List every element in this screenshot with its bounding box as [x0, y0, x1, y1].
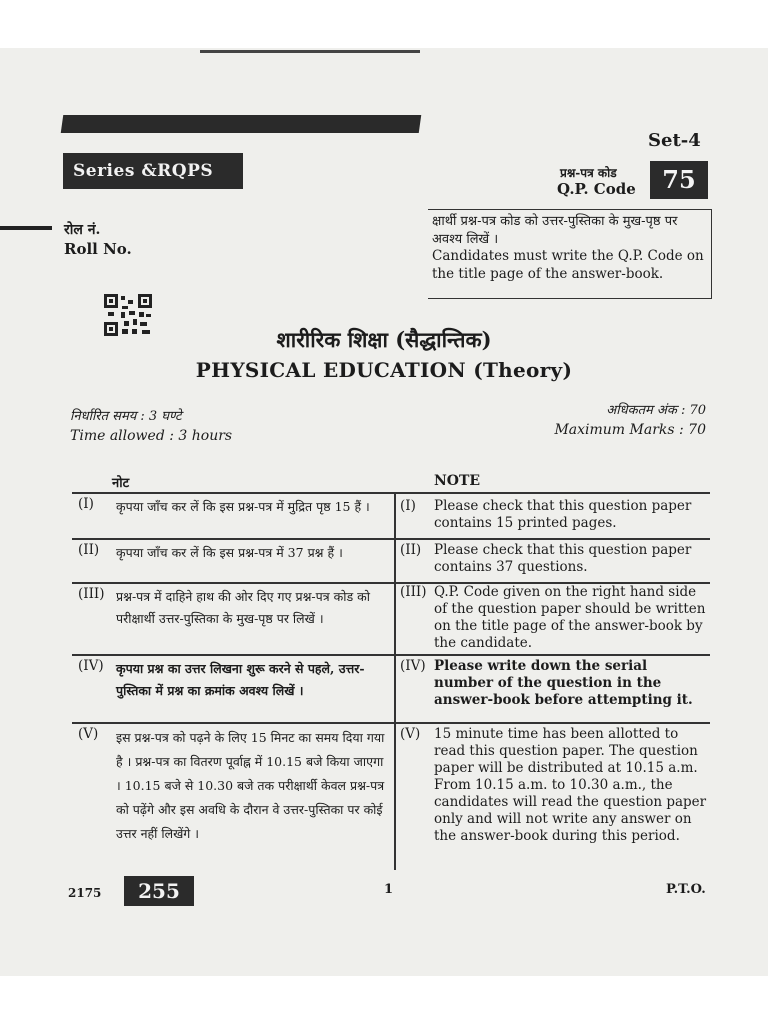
- top-rule: [200, 50, 420, 53]
- note-heading: NOTE: [434, 473, 481, 489]
- table-rule: [72, 492, 710, 494]
- roll-number-label: Roll No.: [64, 240, 132, 258]
- instructions-table: [72, 492, 710, 870]
- row-number: (IV): [78, 658, 104, 674]
- row-text-hindi: प्रश्न-पत्र में दाहिने हाथ की ओर दिए गए प्रश्न-पत्र कोड को परीक्षार्थी उत्तर-पुस्तिका के मुख-पृष्ठ पर लिखें ।: [116, 589, 370, 626]
- footer-code-box: 255: [124, 876, 194, 906]
- table-row: [78, 496, 388, 532]
- row-number: (IV): [400, 658, 426, 674]
- pto-label: P.T.O.: [666, 882, 706, 897]
- qp-code-value: 75: [650, 161, 708, 199]
- time-allowed: Time allowed : 3 hours: [70, 428, 233, 444]
- row-number: (III): [78, 586, 105, 602]
- notice-hindi: क्षार्थी प्रश्न-पत्र कोड को उत्तर-पुस्तिका के मुख-पृष्ठ पर अवश्य लिखें ।: [432, 214, 678, 247]
- exam-paper-page: [0, 48, 768, 976]
- row-text-hindi: इस प्रश्न-पत्र को पढ़ने के लिए 15 मिनट का समय दिया गया है । प्रश्न-पत्र का वितरण पूर्वाह्न में 10.15 बजे किया जाएगा । 10.15 बजे से 10.30 बजे तक परीक्षार्थी केवल प्रश्न-पत्र को पढ़ेंगे और इस अवधि के दौरान वे उत्तर-पुस्तिका पर कोई उत्तर नहीं लिखेंगे ।: [116, 730, 385, 841]
- table-column-divider: [394, 492, 396, 870]
- subject-title-hindi: शारीरिक शिक्षा (सैद्धान्तिक): [276, 327, 492, 352]
- series-label: Series &RQPS: [63, 153, 243, 189]
- page-number: 1: [384, 882, 394, 897]
- row-number: (III): [400, 584, 427, 600]
- row-number: (I): [78, 496, 94, 512]
- row-text-hindi: कृपया प्रश्न का उत्तर लिखना शुरू करने से पहले, उत्तर-पुस्तिका में प्रश्न का क्रमांक अवश्य लिखें ।: [116, 661, 365, 698]
- left-margin-mark: [0, 226, 52, 230]
- time-allowed-hindi: निर्धारित समय : 3 घण्टे: [70, 409, 182, 424]
- table-row: [400, 498, 710, 534]
- row-text-english: Please check that this question paper contains 37 questions.: [434, 542, 692, 575]
- row-number: (II): [78, 542, 100, 558]
- maximum-marks-hindi: अधिकतम अंक : 70: [606, 403, 706, 418]
- row-number: (V): [78, 726, 99, 742]
- table-rule: [72, 538, 710, 540]
- footer-code: 2175: [68, 886, 102, 900]
- row-text-english: Please write down the serial number of the question in the answer-book before attempting it.: [434, 658, 693, 708]
- qp-code-label: Q.P. Code: [557, 180, 636, 198]
- table-rule: [72, 654, 710, 656]
- row-text-english: 15 minute time has been allotted to read this question paper. The question paper will be distributed at 10.15 a.m. From 10.15 a.m. to 10.30 a.m., the candidates will read the question paper only and will not write any answer on the answer-book during this period.: [434, 726, 707, 844]
- row-text-hindi: कृपया जाँच कर लें कि इस प्रश्न-पत्र में मुद्रित पृष्ठ 15 हैं ।: [116, 499, 370, 514]
- row-number: (V): [400, 726, 421, 742]
- row-number: (II): [400, 542, 422, 558]
- roll-number-hindi-label: रोल नं.: [64, 222, 101, 238]
- maximum-marks: Maximum Marks : 70: [554, 422, 706, 438]
- row-text-english: Q.P. Code given on the right hand side of the question paper should be written on the title page of the answer-book by the candidate.: [434, 584, 706, 651]
- subject-title: PHYSICAL EDUCATION (Theory): [195, 358, 573, 382]
- row-text-english: Please check that this question paper contains 15 printed pages.: [434, 498, 692, 531]
- set-label: Set-4: [648, 130, 701, 151]
- header-black-bar: [61, 115, 422, 133]
- row-number: (I): [400, 498, 416, 514]
- qp-code-hindi-label: प्रश्न-पत्र कोड: [560, 166, 617, 180]
- note-heading-hindi: नोट: [112, 476, 130, 491]
- qp-code-notice-box: [428, 209, 712, 299]
- notice-english: Candidates must write the Q.P. Code on the title page of the answer-book.: [432, 248, 704, 282]
- row-text-hindi: कृपया जाँच कर लें कि इस प्रश्न-पत्र में 37 प्रश्न हैं ।: [116, 545, 343, 560]
- table-rule: [72, 722, 710, 724]
